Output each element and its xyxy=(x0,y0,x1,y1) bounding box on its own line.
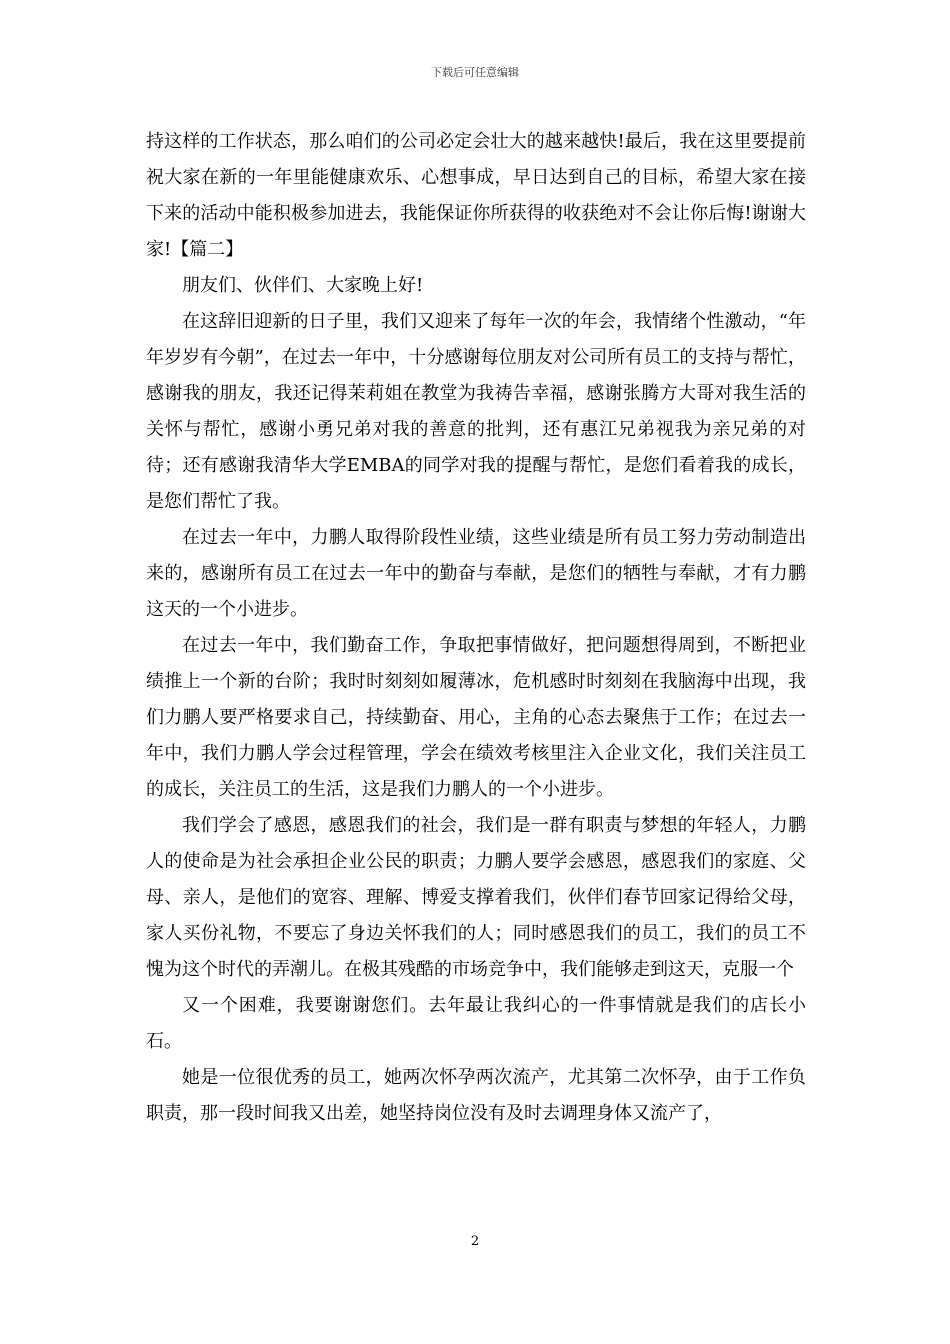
page-header: 下载后可任意编辑 xyxy=(431,66,519,79)
page-number: 2 xyxy=(470,1234,480,1249)
paragraph: 我们学会了感恩，感恩我们的社会，我们是一群有职责与梦想的年轻人，力鹏人的使命是为社会承担企业公民的职责；力鹏人要学会感恩，感恩我们的家庭、父母、亲人，是他们的宽容、理解、博爱支撑着我们，伙伴们春节回家记得给父母，家人买份礼物，不要忘了身边关怀我们的人；同时感恩我们的员工，我们的员工不愧为这个时代的弄潮儿。在极其残酷的市场竞争中，我们能够走到这天，克服一个 xyxy=(146,815,806,980)
document-body xyxy=(146,124,806,1132)
paragraph: 她是一位很优秀的员工，她两次怀孕两次流产，尤其第二次怀孕，由于工作负职责，那一段时间我又出差，她坚持岗位没有及时去调理身体又流产了， xyxy=(146,1067,806,1124)
paragraph: 在这辞旧迎新的日子里，我们又迎来了每年一次的年会，我情绪个性激动，“年年岁岁有今朝”，在过去一年中，十分感谢每位朋友对公司所有员工的支持与帮忙，感谢我的朋友，我还记得茉莉姐在教堂为我祷告幸福，感谢张腾方大哥对我生活的关怀与帮忙，感谢小勇兄弟对我的善意的批判，还有惠江兄弟视我为亲兄弟的对待；还有感谢我清华大学EMBA的同学对我的提醒与帮忙，是您们看着我的成长，是您们帮忙了我。 xyxy=(146,311,806,512)
paragraph: 持这样的工作状态，那么咱们的公司必定会壮大的越来越快!最后，我在这里要提前祝大家在新的一年里能健康欢乐、心想事成，早日达到自己的目标，希望大家在接下来的活动中能积极参加进去，我能保证你所获得的收获绝对不会让你后悔!谢谢大家!【篇二】 xyxy=(146,131,806,260)
paragraph: 在过去一年中，力鹏人取得阶段性业绩，这些业绩是所有员工努力劳动制造出来的，感谢所有员工在过去一年中的勤奋与奉献，是您们的牺牲与奉献，才有力鹏这天的一个小进步。 xyxy=(146,527,806,620)
paragraph: 朋友们、伙伴们、大家晚上好! xyxy=(182,275,424,296)
paragraph: 又一个困难，我要谢谢您们。去年最让我纠心的一件事情就是我们的店长小石。 xyxy=(146,995,806,1052)
paragraph: 在过去一年中，我们勤奋工作，争取把事情做好，把问题想得周到，不断把业绩推上一个新的台阶；我时时刻刻如履薄冰，危机感时时刻刻在我脑海中出现，我们力鹏人要严格要求自己，持续勤奋、用心，主角的心态去聚焦于工作；在过去一年中，我们力鹏人学会过程管理，学会在绩效考核里注入企业文化，我们关注员工的成长，关注员工的生活，这是我们力鹏人的一个小进步。 xyxy=(146,635,806,800)
